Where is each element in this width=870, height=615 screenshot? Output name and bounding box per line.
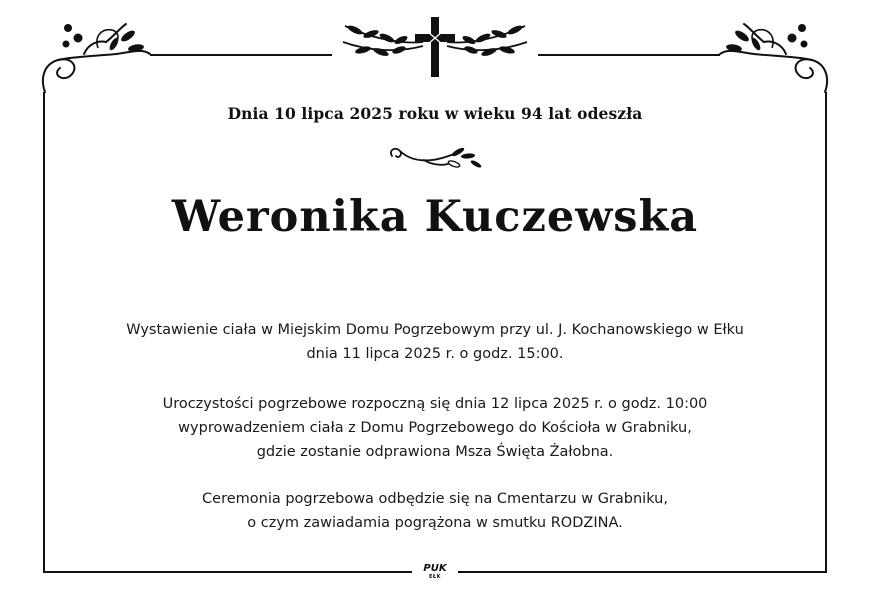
ceremony-line-1: Uroczystości pogrzebowe rozpoczną się dnia 12 lipca 2025 r. o godz. 10:00 <box>162 396 708 412</box>
ceremony-line-2: wyprowadzeniem ciała z Domu Pogrzebowego do Kościoła w Grabniku, <box>178 420 692 436</box>
frame-bottom-border-left <box>43 571 412 573</box>
ceremony-line-3: gdzie zostanie odprawiona Msza Święta Żałobna. <box>256 444 614 460</box>
viewing-line-1: Wystawienie ciała w Miejskim Domu Pogrzebowym przy ul. J. Kochanowskiego w Ełku <box>126 322 744 338</box>
corner-flourish-left-icon <box>36 14 156 96</box>
burial-line-1: Ceremonia pogrzebowa odbędzie się na Cmentarzu w Grabniku, <box>202 491 668 507</box>
leaf-swirl-icon <box>384 142 484 172</box>
frame-top-line-left <box>150 54 332 56</box>
deceased-name: Weronika Kuczewska <box>171 192 699 242</box>
frame-top-line-right <box>538 54 720 56</box>
viewing-paragraph <box>0 318 870 366</box>
viewing-line-2: dnia 11 lipca 2025 r. o godz. 15:00. <box>306 346 564 362</box>
logo-main-text: PUK <box>423 563 447 574</box>
puk-logo <box>416 564 454 580</box>
burial-paragraph <box>0 487 870 535</box>
announcement-header: Dnia 10 lipca 2025 roku w wieku 94 lat odeszła <box>227 104 643 123</box>
logo-sub-text: EŁK <box>428 574 441 580</box>
ceremony-paragraph <box>0 392 870 464</box>
corner-flourish-right-icon <box>714 14 834 96</box>
cross-with-laurel-icon <box>335 14 535 80</box>
frame-bottom-border-right <box>458 571 827 573</box>
burial-line-2: o czym zawiadamia pogrążona w smutku RODZINA. <box>247 515 623 531</box>
